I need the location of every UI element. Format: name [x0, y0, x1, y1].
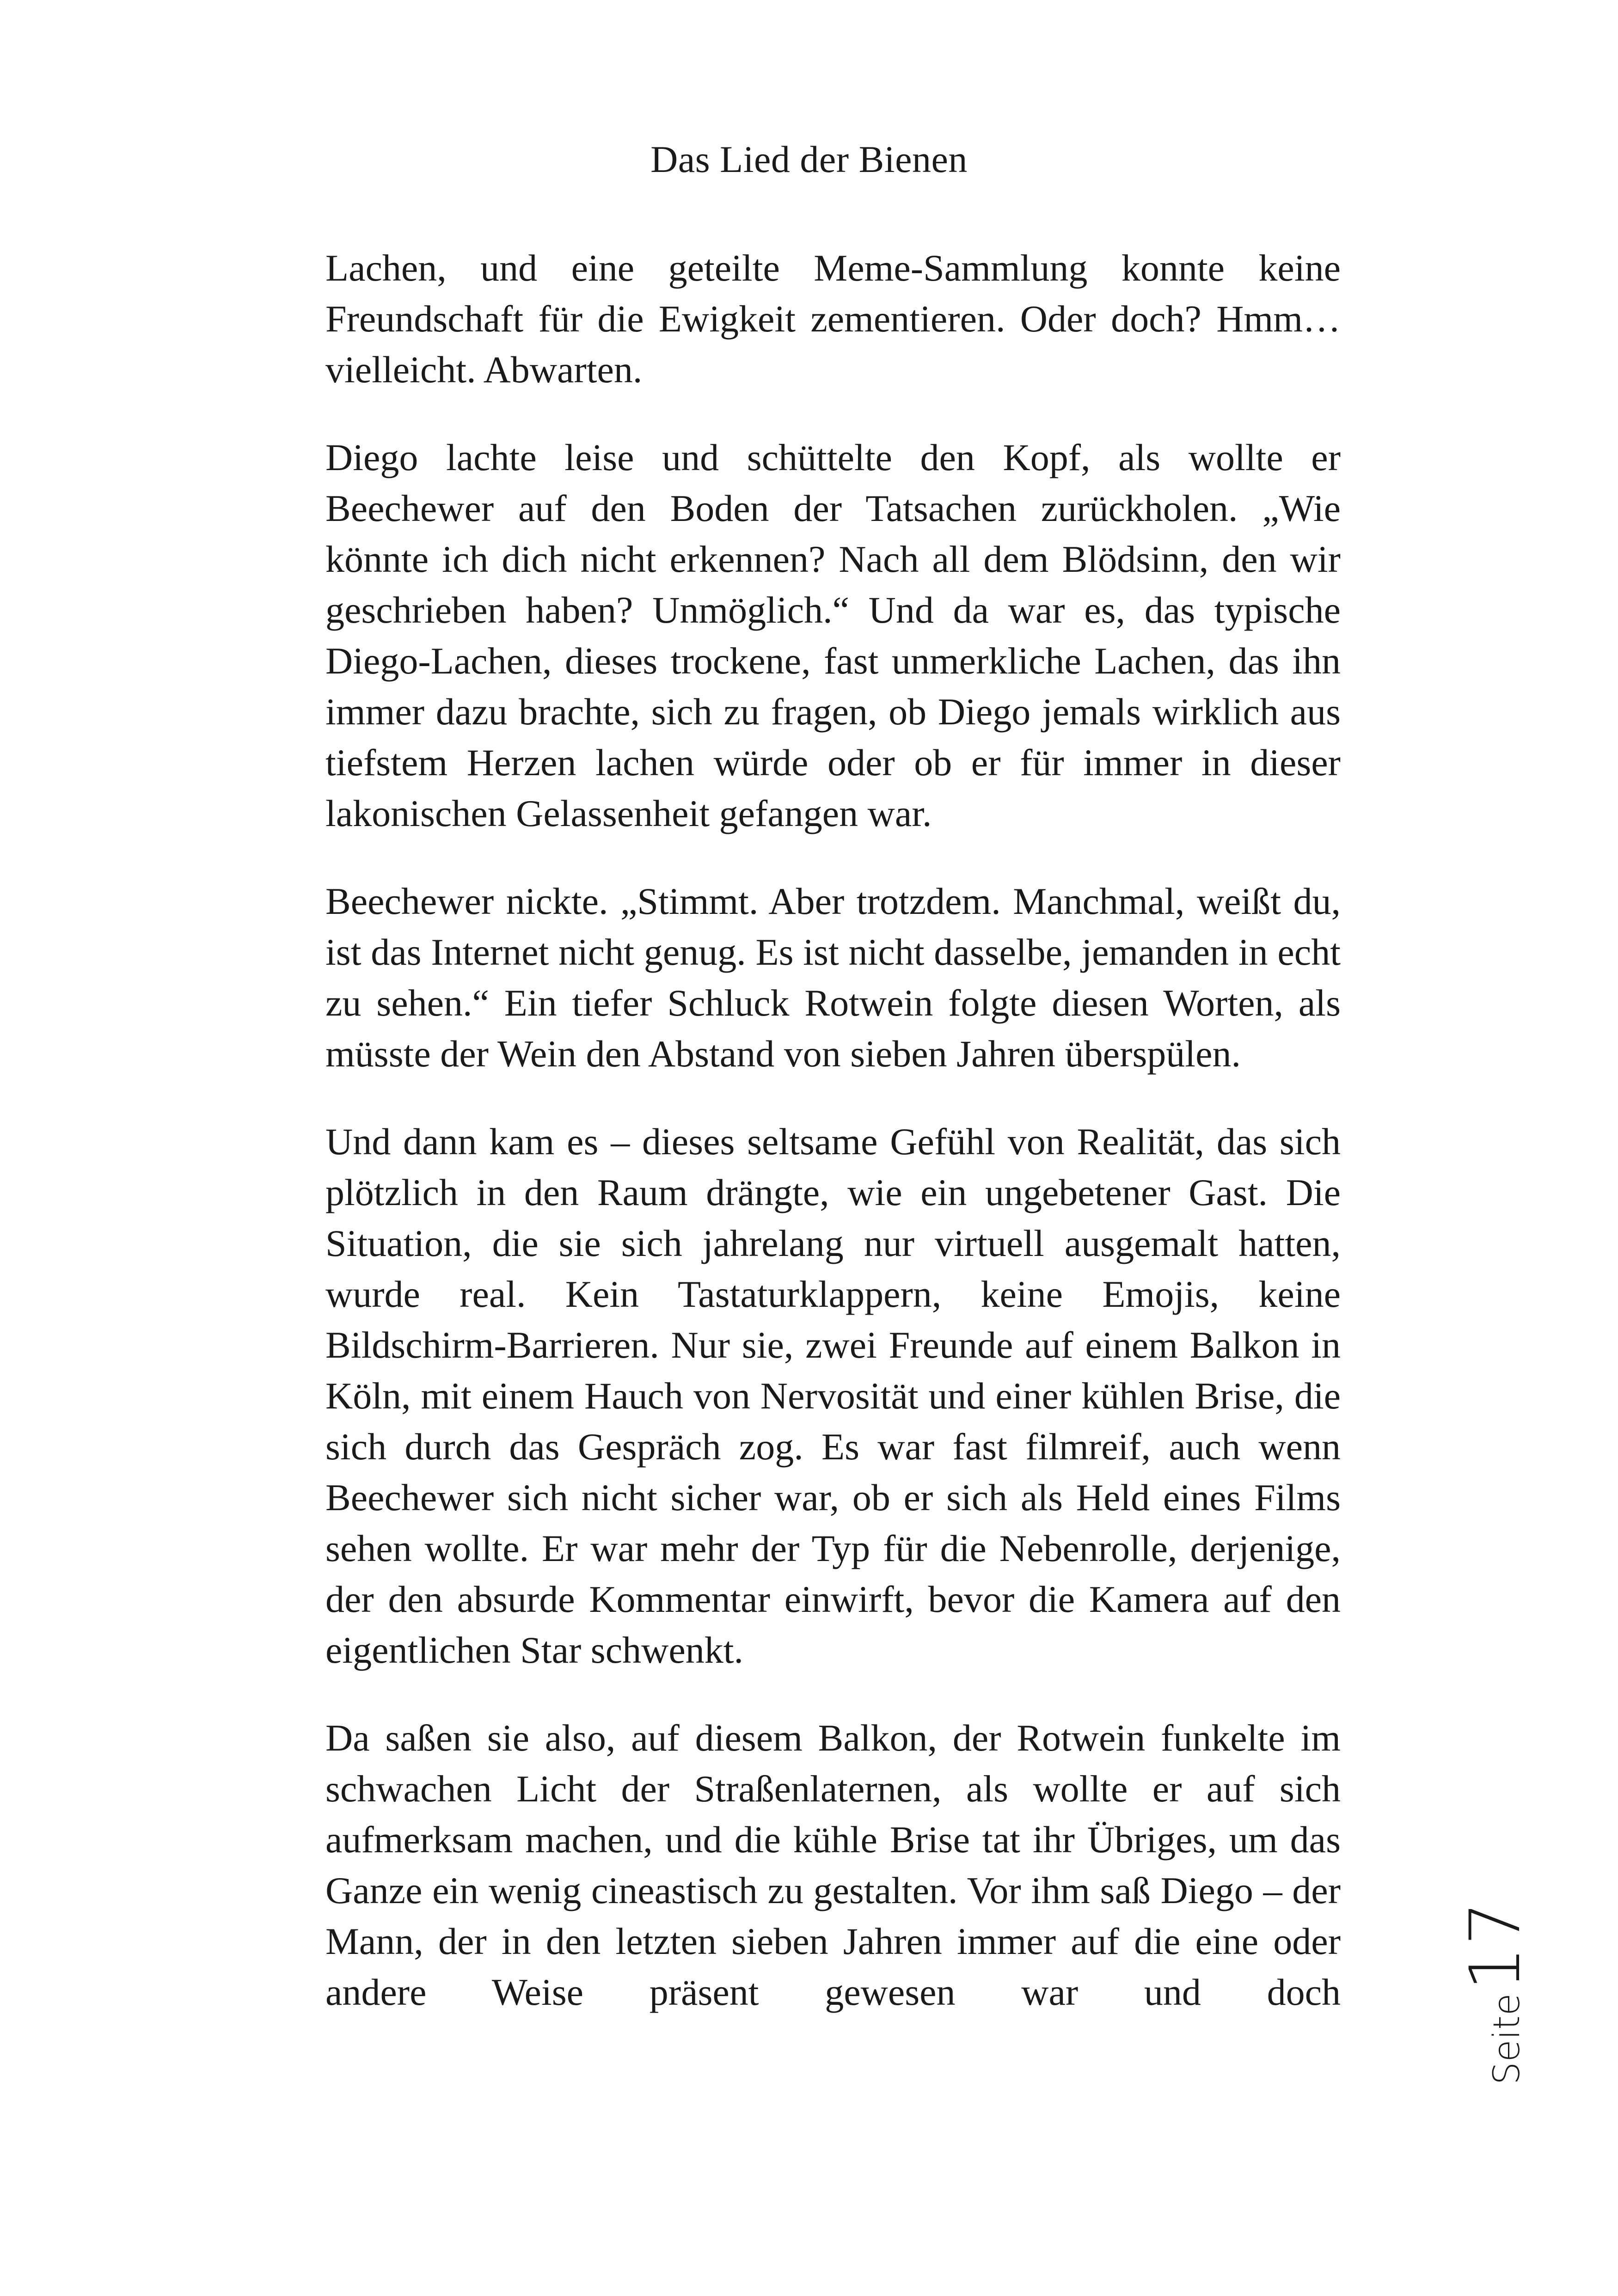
paragraph: Und dann kam es – dieses seltsame Gefühl von Realität, das sich plötzlich in den Raum drängte, wie ein ungebetener Gast. Die Situation, die sie sich jahrelang nur virtuell ausgemalt hatten, wurde real. Kein Tastaturklappern, keine Emojis, keine Bildschirm-Barrieren. Nur sie, zwei Freunde auf einem Balkon in Köln, mit einem Hauch von Nervosität und einer kühlen Brise, die sich durch das Gespräch zog. Es war fast filmreif, auch wenn Beechewer sich nicht sicher war, ob er sich als Held eines Films sehen wollte. Er war mehr der Typ für die Nebenrolle, derjenige, der den absurde Kommentar einwirft, bevor die Kamera auf den eigentlichen Star schwenkt. [325, 1120, 1341, 1671]
body-text [325, 243, 1341, 2055]
page-number-value: 17 [1455, 1900, 1536, 1991]
paragraph: Diego lachte leise und schüttelte den Kopf, als wollte er Beechewer auf den Boden der Tatsachen zurückholen. „Wie könnte ich dich nicht erkennen? Nach all dem Blödsinn, den wir geschrieben haben? Unmöglich.“ Und da war es, das typische Diego-Lachen, dieses trockene, fast unmerkliche Lachen, das ihn immer dazu brachte, sich zu fragen, ob Diego jemals wirklich aus tiefstem Herzen lachen würde oder ob er für immer in dieser lakonischen Gelassenheit gefangen war. [325, 436, 1341, 834]
page-number [1455, 1900, 1536, 2085]
paragraph: Da saßen sie also, auf diesem Balkon, der Rotwein funkelte im schwachen Licht der Straßenlaternen, als wollte er auf sich aufmerksam machen, und die kühle Brise tat ihr Übriges, um das Ganze ein wenig cineastisch zu gestalten. Vor ihm saß Diego – der Mann, der in den letzten sieben Jahren immer auf die eine oder andere Weise präsent gewesen war und doch [325, 1717, 1341, 2013]
running-title: Das Lied der Bienen [650, 138, 968, 180]
paragraph: Lachen, und eine geteilte Meme-Sammlung konnte keine Freundschaft für die Ewigkeit zementieren. Oder doch? Hmm… vielleicht. Abwarten. [325, 247, 1341, 391]
paragraph: Beechewer nickte. „Stimmt. Aber trotzdem. Manchmal, weißt du, ist das Internet nicht genug. Es ist nicht dasselbe, jemanden in echt zu sehen.“ Ein tiefer Schluck Rotwein folgte diesen Worten, als müsste der Wein den Abstand von sieben Jahren überspülen. [325, 880, 1341, 1075]
page-number-label: Seite [1486, 1993, 1528, 2085]
